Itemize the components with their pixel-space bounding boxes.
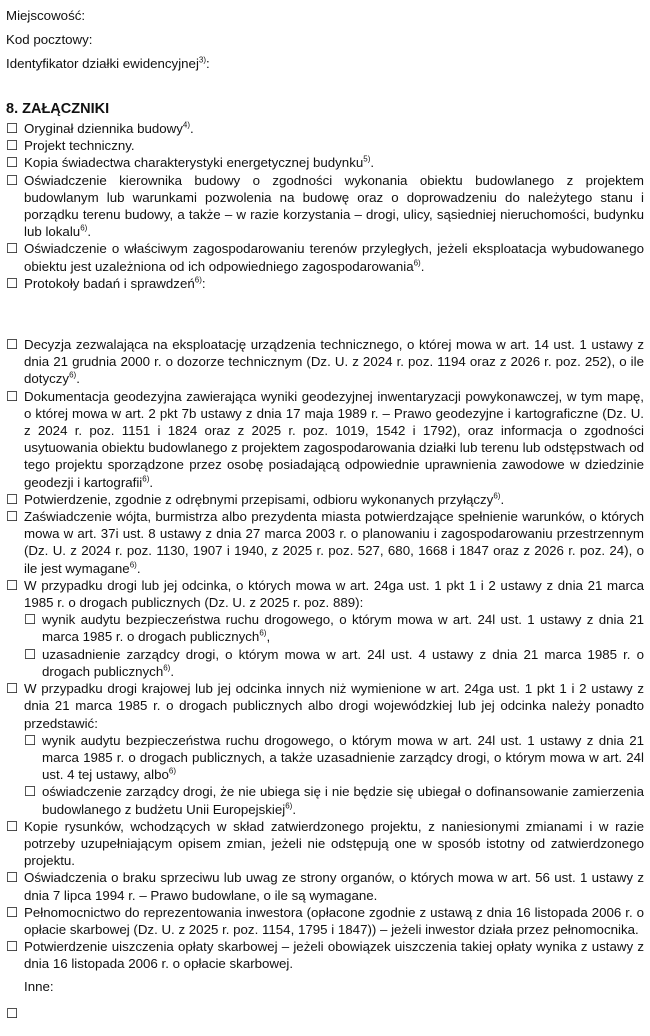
- attachment-text-tail: .: [136, 560, 141, 576]
- attachment-text: Oryginał dziennika budowy: [24, 121, 183, 136]
- attachment-item: [6, 275, 644, 292]
- other-attachments-label: Inne:: [24, 978, 54, 994]
- footnote-ref: 6): [163, 663, 171, 673]
- footnote-ref: 5): [363, 154, 371, 164]
- checkbox-icon[interactable]: ☐: [6, 491, 18, 507]
- attachment-text: Potwierdzenie, zgodnie z odrębnymi przepisami, odbioru wykonanych przyłączy: [24, 491, 494, 507]
- postal-code-field[interactable]: [6, 28, 644, 52]
- attachment-text: Oświadczenia o braku sprzeciwu lub uwag ze strony organów, o których mowa w art. 56 ust. 1 ustawy z dnia 7 lipca 1994 r. – Prawo budowlane, o ile są wymagane.: [24, 870, 644, 903]
- checkbox-icon[interactable]: ☐: [6, 870, 18, 886]
- attachment-text-tail: .: [500, 491, 505, 507]
- test-protocols-blank-area[interactable]: [6, 292, 644, 336]
- checkbox-icon[interactable]: ☐: [6, 172, 18, 188]
- checkbox-icon[interactable]: ☐: [6, 904, 18, 920]
- locality-label: Miejscowość:: [6, 8, 86, 23]
- attachment-text: uzasadnienie zarządcy drogi, o którym mowa w art. 24l ust. 4 ustawy z dnia 21 marca 1985 r. o drogach publicznych: [42, 646, 644, 679]
- attachment-text-tail: .: [420, 258, 425, 274]
- footnote-ref: 6): [194, 275, 202, 285]
- attachment-item: [6, 154, 644, 171]
- checkbox-other[interactable]: ☐: [6, 1005, 18, 1021]
- attachment-item: [6, 137, 644, 154]
- attachment-item: [6, 577, 644, 611]
- footnote-ref: 3): [198, 55, 207, 65]
- parcel-id-field[interactable]: [6, 52, 644, 76]
- attachment-text: Dokumentacja geodezyjna zawierająca wyniki geodezyjnej inwentaryzacji powykonawczej, w tym mapę, o której mowa w art. 2 pkt 7b ustawy z dnia 17 maja 1989 r. – Prawo geodezyjne i kartograficzne (Dz. U. z 2024 r. poz. 1151 i 1824 oraz z 2025 r. poz. 1019, 1542 i 1792), oraz informacja o zgodności usytuowania obiektu budowlanego z projektem zagospodarowania działki lub terenu lub odstępstwach od tego projektu sporządzone przez osobę posiadającą odpowiednie uprawnienia zawodowe w dziedzinie geodezji i kartografii: [24, 388, 644, 490]
- checkbox-icon[interactable]: ☐: [6, 155, 18, 171]
- attachment-text: Oświadczenie o właściwym zagospodarowaniu terenów przyległych, jeżeli eksploatacja wybudowanego obiektu jest uzależniona od ich odpowiedniego zagospodarowania: [24, 241, 644, 274]
- checkbox-icon[interactable]: ☐: [24, 612, 36, 628]
- attachment-item: [6, 172, 644, 241]
- footnote-ref: 6): [413, 258, 421, 268]
- attachment-subitem: [24, 646, 644, 680]
- attachment-item: [6, 869, 644, 903]
- attachment-item: [6, 336, 644, 388]
- footnote-ref: 6): [129, 560, 137, 570]
- footnote-ref: 6): [285, 801, 293, 811]
- attachment-item: [6, 508, 644, 577]
- attachment-item: [6, 388, 644, 491]
- footnote-ref: 6): [259, 629, 267, 639]
- checkbox-icon[interactable]: ☐: [24, 732, 36, 748]
- checkbox-icon[interactable]: ☐: [24, 784, 36, 800]
- checkbox-icon[interactable]: ☐: [6, 939, 18, 955]
- attachment-text-tail: .: [190, 121, 194, 136]
- locality-field[interactable]: [6, 4, 644, 28]
- parcel-id-suffix: :: [206, 56, 210, 71]
- checkbox-icon[interactable]: ☐: [6, 577, 18, 593]
- attachment-text-tail: ,: [266, 629, 271, 645]
- attachment-text: oświadczenie zarządcy drogi, że nie ubiega się i nie będzie się ubiegał o dofinansowanie zamierzenia budowlanego z budżetu Unii Europejskiej: [42, 784, 644, 817]
- attachment-text: W przypadku drogi lub jej odcinka, o których mowa w art. 24ga ust. 1 pkt 1 i 2 ustawy z dnia 21 marca 1985 r. o drogach publicznych (Dz. U. z 2025 r. poz. 889):: [24, 577, 644, 611]
- attachment-text-tail: .: [170, 663, 175, 679]
- attachment-item: [6, 938, 644, 972]
- attachment-text: wynik audytu bezpieczeństwa ruchu drogowego, o którym mowa w art. 24l ust. 1 ustawy z dnia 21 marca 1985 r. o drogach publicznych: [42, 612, 644, 645]
- other-attachments-item: [6, 1005, 644, 1022]
- attachment-text-tail: .: [292, 801, 297, 817]
- checkbox-icon[interactable]: ☐: [24, 646, 36, 662]
- attachment-text-tail: .: [87, 224, 92, 240]
- checkbox-icon[interactable]: ☐: [6, 388, 18, 404]
- footnote-ref: 6): [142, 474, 150, 484]
- footnote-ref: 6): [493, 491, 501, 501]
- attachment-text: Pełnomocnictwo do reprezentowania inwestora (opłacone zgodnie z ustawą z dnia 16 listopada 2006 r. o opłacie skarbowej (Dz. U. z 2025 r. poz. 1154, 1795 i 1847)) – jeżeli inwestor działa przez pełnomocnika.: [24, 904, 644, 937]
- attachment-text-tail: .: [370, 155, 375, 171]
- footnote-ref: 4): [182, 120, 191, 130]
- attachment-subitem: [24, 611, 644, 645]
- checkbox-icon[interactable]: ☐: [6, 337, 18, 353]
- attachment-item: [6, 904, 644, 938]
- footnote-ref: 6): [69, 371, 77, 381]
- attachment-text-tail: .: [149, 474, 154, 490]
- attachment-item: [6, 240, 644, 274]
- attachment-text: Potwierdzenie uiszczenia opłaty skarbowej – jeżeli obowiązek uiszczenia takiej opłaty wynika z ustawy z dnia 16 listopada 2006 r. o opłacie skarbowej.: [24, 939, 644, 972]
- attachment-item: [6, 680, 644, 732]
- attachment-item: [6, 491, 644, 508]
- checkbox-icon[interactable]: ☐: [6, 275, 18, 291]
- parcel-id-label: Identyfikator działki ewidencyjnej: [6, 56, 199, 71]
- attachment-item: [6, 120, 644, 137]
- checkbox-icon[interactable]: ☐: [6, 121, 18, 136]
- attachment-item: [6, 818, 644, 870]
- checkbox-icon[interactable]: ☐: [6, 509, 18, 525]
- attachment-text: wynik audytu bezpieczeństwa ruchu drogowego, o którym mowa w art. 24l ust. 1 ustawy z dnia 21 marca 1985 r. o drogach publicznych, a także uzasadnienie zarządcy drogi, o którym mowa w art. 24l ust. 4 tej ustawy, albo: [42, 732, 644, 783]
- attachment-text: Zaświadczenie wójta, burmistrza albo prezydenta miasta potwierdzające spełnienie warunków, o których mowa w art. 37i ust. 8 ustawy z dnia 27 marca 2003 r. o planowaniu i zagospodarowaniu przestrzennym (Dz. U. z 2024 r. poz. 1130, 1907 i 1940, z 2025 r. poz. 527, 680, 1668 i 1847 oraz z 2026 r. poz. 24), o ile jest wymagane: [24, 509, 644, 576]
- attachment-text-tail: .: [76, 371, 80, 387]
- attachment-text: W przypadku drogi krajowej lub jej odcinka innych niż wymienione w art. 24ga ust. 1 pkt 1 i 2 ustawy z dnia 21 marca 1985 r. o drogach publicznych albo drogi wojewódzkiej lub jej odcinka należy ponadto przedstawić:: [24, 681, 644, 731]
- attachment-text-tail: :: [201, 275, 206, 291]
- form-page: [6, 4, 644, 1022]
- postal-code-label: Kod pocztowy:: [6, 32, 93, 47]
- attachment-text: Oświadczenie kierownika budowy o zgodności wykonania obiektu budowlanego z projektem budowlanym lub warunkami pozwolenia na budowę oraz o doprowadzeniu do należytego stanu i porządku terenu budowy, a także – w razie korzystania – drogi, ulicy, sąsiedniej nieruchomości, budynku lub lokalu: [24, 172, 644, 240]
- attachment-text: Kopia świadectwa charakterystyki energetycznej budynku: [24, 155, 364, 171]
- attachment-subitem: [24, 783, 644, 817]
- checkbox-icon[interactable]: ☐: [6, 818, 18, 834]
- attachment-text: Projekt techniczny.: [24, 138, 135, 154]
- attachment-text: Protokoły badań i sprawdzeń: [24, 275, 195, 291]
- attachment-text: Decyzja zezwalająca na eksploatację urządzenia technicznego, o której mowa w art. 14 ust. 1 ustawy z dnia 21 grudnia 2000 r. o dozorze technicznym (Dz. U. z 2024 r. poz. 1194 oraz z 2026 r. poz. 252), o ile dotyczy: [24, 337, 644, 387]
- attachments-list: [6, 120, 644, 973]
- footnote-ref: 6): [168, 766, 177, 776]
- checkbox-icon[interactable]: ☐: [6, 241, 18, 257]
- checkbox-icon[interactable]: ☐: [6, 681, 18, 697]
- section-title: 8. ZAŁĄCZNIKI: [6, 101, 110, 117]
- checkbox-icon[interactable]: ☐: [6, 138, 18, 154]
- attachment-text: Kopie rysunków, wchodzących w skład zatwierdzonego projektu, z naniesionymi zmianami i w razie potrzeby uzupełniającym opisem zmian, jeżeli nie odstępują one w sposób istotny od zatwierdzonego projektu.: [24, 818, 644, 869]
- footnote-ref: 6): [80, 223, 88, 233]
- attachment-subitem: [24, 732, 644, 784]
